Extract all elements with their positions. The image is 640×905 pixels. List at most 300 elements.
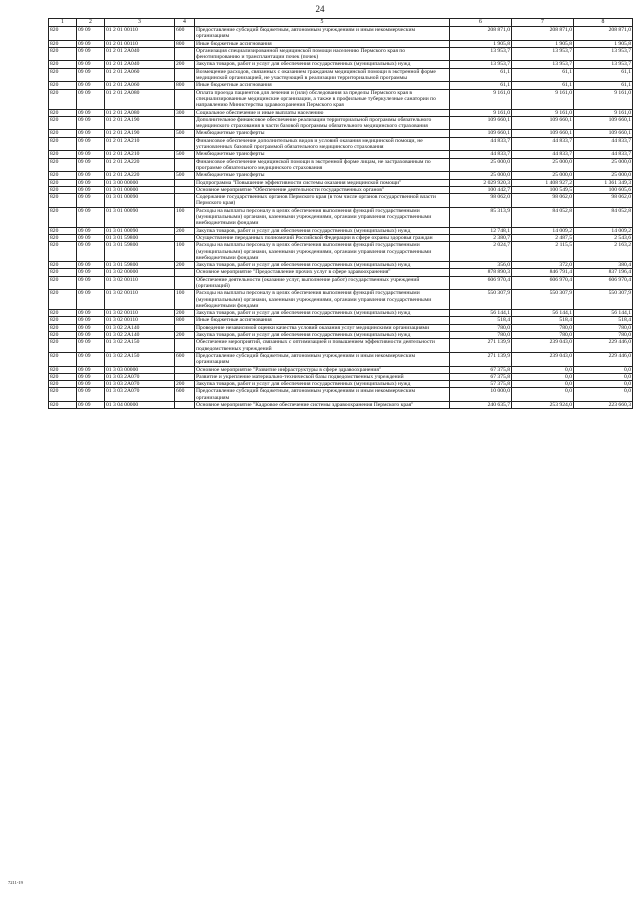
cell-expense-type bbox=[175, 194, 195, 208]
cell-amount-year3: 229 446,0 bbox=[574, 352, 633, 366]
cell-expense-type bbox=[175, 137, 195, 151]
table-row bbox=[49, 332, 633, 339]
cell-section-code: 09 09 bbox=[77, 402, 105, 409]
cell-section-code: 09 09 bbox=[77, 317, 105, 324]
cell-ministry-code: 820 bbox=[49, 194, 77, 208]
table-row bbox=[49, 172, 633, 179]
cell-ministry-code: 820 bbox=[49, 339, 77, 353]
cell-description: Подпрограмма "Повышение эффективности системы оказания медицинской помощи" bbox=[195, 179, 450, 186]
cell-amount-year3: 837 196,4 bbox=[574, 269, 633, 276]
cell-description: Основное мероприятие "Кадровое обеспечение системы здравоохранения Пермского края" bbox=[195, 402, 450, 409]
cell-ministry-code: 820 bbox=[49, 68, 77, 82]
cell-amount-year1: 56 144,1 bbox=[450, 310, 512, 317]
cell-expense-type: 200 bbox=[175, 332, 195, 339]
cell-target-code: 01 3 02 00110 bbox=[105, 290, 175, 310]
cell-target-code: 01 3 02 2A150 bbox=[105, 352, 175, 366]
column-header: 6 bbox=[450, 19, 512, 27]
cell-description: Развитие и укрепление материально-технической базы подведомственных учреждений bbox=[195, 373, 450, 380]
cell-section-code: 09 09 bbox=[77, 339, 105, 353]
cell-amount-year1: 271 139,9 bbox=[450, 352, 512, 366]
cell-section-code: 09 09 bbox=[77, 158, 105, 172]
cell-expense-type bbox=[175, 89, 195, 109]
cell-amount-year3: 44 833,7 bbox=[574, 151, 633, 158]
cell-amount-year2: 13 953,7 bbox=[512, 47, 574, 61]
cell-ministry-code: 820 bbox=[49, 388, 77, 402]
cell-amount-year3: 2 543,6 bbox=[574, 234, 633, 241]
cell-section-code: 09 09 bbox=[77, 61, 105, 68]
cell-section-code: 09 09 bbox=[77, 40, 105, 47]
cell-amount-year2: 100 549,5 bbox=[512, 186, 574, 193]
cell-description: Предоставление субсидий бюджетным, автономным учреждениям и иным некоммерческим организациям bbox=[195, 27, 450, 41]
cell-amount-year3: 109 660,1 bbox=[574, 130, 633, 137]
cell-amount-year1: 109 660,1 bbox=[450, 130, 512, 137]
cell-amount-year2: 846 791,4 bbox=[512, 269, 574, 276]
cell-amount-year1: 550 307,9 bbox=[450, 290, 512, 310]
cell-amount-year2: 239 043,0 bbox=[512, 352, 574, 366]
cell-expense-type: 200 bbox=[175, 381, 195, 388]
cell-target-code: 01 3 02 00110 bbox=[105, 276, 175, 290]
cell-amount-year2: 61,1 bbox=[512, 82, 574, 89]
cell-description: Основное мероприятие "Обеспечение деятельности государственных органов" bbox=[195, 186, 450, 193]
header-row bbox=[49, 19, 633, 27]
cell-expense-type bbox=[175, 179, 195, 186]
cell-amount-year3: 14 009,2 bbox=[574, 227, 633, 234]
cell-target-code: 01 3 02 2A150 bbox=[105, 339, 175, 353]
cell-expense-type bbox=[175, 324, 195, 331]
cell-amount-year3: 229 446,0 bbox=[574, 339, 633, 353]
cell-amount-year3: 0,0 bbox=[574, 366, 633, 373]
cell-ministry-code: 820 bbox=[49, 227, 77, 234]
cell-amount-year1: 2 024,7 bbox=[450, 242, 512, 262]
cell-amount-year3: 1 905,8 bbox=[574, 40, 633, 47]
cell-section-code: 09 09 bbox=[77, 109, 105, 116]
cell-ministry-code: 820 bbox=[49, 276, 77, 290]
cell-description: Расходы на выплаты персоналу в целях обеспечения выполнения функций государственными (муниципальными) органами, казенными учреждениями, органами управления государственными внебюджетными фондами bbox=[195, 290, 450, 310]
cell-expense-type: 100 bbox=[175, 207, 195, 227]
cell-amount-year2: 253 924,0 bbox=[512, 402, 574, 409]
table-row bbox=[49, 109, 633, 116]
cell-ministry-code: 820 bbox=[49, 89, 77, 109]
cell-amount-year3: 9 161,0 bbox=[574, 109, 633, 116]
cell-description: Межбюджетные трансферты bbox=[195, 172, 450, 179]
cell-description: Закупка товаров, работ и услуг для обеспечения государственных (муниципальных) нужд bbox=[195, 227, 450, 234]
cell-description: Закупка товаров, работ и услуг для обеспечения государственных (муниципальных) нужд bbox=[195, 262, 450, 269]
cell-amount-year2: 109 660,1 bbox=[512, 116, 574, 130]
cell-amount-year1: 9 161,0 bbox=[450, 89, 512, 109]
cell-target-code: 01 3 02 00000 bbox=[105, 269, 175, 276]
cell-section-code: 09 09 bbox=[77, 27, 105, 41]
cell-target-code: 01 3 02 00110 bbox=[105, 310, 175, 317]
cell-description: Проведение независимой оценки качества условий оказания услуг медицинскими организациями bbox=[195, 324, 450, 331]
cell-amount-year3: 13 953,7 bbox=[574, 47, 633, 61]
cell-amount-year1: 606 970,4 bbox=[450, 276, 512, 290]
table-row bbox=[49, 207, 633, 227]
cell-amount-year2: 780,0 bbox=[512, 324, 574, 331]
cell-amount-year1: 240 635,7 bbox=[450, 402, 512, 409]
cell-amount-year1: 780,0 bbox=[450, 332, 512, 339]
cell-amount-year3: 780,0 bbox=[574, 332, 633, 339]
cell-amount-year2: 0,0 bbox=[512, 381, 574, 388]
cell-amount-year3: 84 052,8 bbox=[574, 207, 633, 227]
cell-section-code: 09 09 bbox=[77, 179, 105, 186]
cell-expense-type: 800 bbox=[175, 317, 195, 324]
table-row bbox=[49, 194, 633, 208]
cell-description: Закупка товаров, работ и услуг для обеспечения государственных (муниципальных) нужд bbox=[195, 332, 450, 339]
cell-target-code: 01 2 01 2A190 bbox=[105, 130, 175, 137]
cell-amount-year1: 109 660,1 bbox=[450, 116, 512, 130]
table-row bbox=[49, 82, 633, 89]
cell-expense-type bbox=[175, 269, 195, 276]
cell-amount-year1: 98 062,0 bbox=[450, 194, 512, 208]
cell-target-code: 01 2 01 2A060 bbox=[105, 68, 175, 82]
cell-section-code: 09 09 bbox=[77, 290, 105, 310]
cell-amount-year3: 25 000,0 bbox=[574, 172, 633, 179]
cell-description: Предоставление субсидий бюджетным, автономным учреждениям и иным некоммерческим организациям bbox=[195, 388, 450, 402]
cell-ministry-code: 820 bbox=[49, 109, 77, 116]
cell-amount-year3: 380,4 bbox=[574, 262, 633, 269]
cell-amount-year2: 0,0 bbox=[512, 388, 574, 402]
cell-expense-type: 100 bbox=[175, 290, 195, 310]
cell-amount-year1: 25 000,0 bbox=[450, 172, 512, 179]
cell-amount-year1: 85 313,9 bbox=[450, 207, 512, 227]
column-header: 8 bbox=[574, 19, 633, 27]
cell-amount-year1: 10 000,0 bbox=[450, 388, 512, 402]
cell-amount-year3: 61,1 bbox=[574, 68, 633, 82]
column-header: 4 bbox=[175, 19, 195, 27]
cell-amount-year2: 0,0 bbox=[512, 373, 574, 380]
column-header: 2 bbox=[77, 19, 105, 27]
cell-ministry-code: 820 bbox=[49, 373, 77, 380]
cell-description: Межбюджетные трансферты bbox=[195, 151, 450, 158]
cell-amount-year3: 0,0 bbox=[574, 381, 633, 388]
cell-amount-year3: 1 361 349,3 bbox=[574, 179, 633, 186]
cell-ministry-code: 820 bbox=[49, 290, 77, 310]
cell-amount-year1: 44 833,7 bbox=[450, 137, 512, 151]
table-row bbox=[49, 373, 633, 380]
cell-expense-type: 300 bbox=[175, 109, 195, 116]
cell-description: Возмещение расходов, связанных с оказанием гражданам медицинской помощи в экстренной форме медицинской организацией, не участвующей в реализации территориальной программы bbox=[195, 68, 450, 82]
cell-amount-year2: 1 905,8 bbox=[512, 40, 574, 47]
cell-target-code: 01 3 02 2A140 bbox=[105, 324, 175, 331]
cell-amount-year2: 98 062,0 bbox=[512, 194, 574, 208]
cell-target-code: 01 3 03 00000 bbox=[105, 366, 175, 373]
cell-amount-year1: 67 375,8 bbox=[450, 366, 512, 373]
cell-target-code: 01 3 02 00110 bbox=[105, 317, 175, 324]
cell-expense-type: 200 bbox=[175, 310, 195, 317]
cell-amount-year3: 109 660,1 bbox=[574, 116, 633, 130]
cell-ministry-code: 820 bbox=[49, 151, 77, 158]
cell-target-code: 01 2 01 2A190 bbox=[105, 116, 175, 130]
cell-target-code: 01 2 01 2A220 bbox=[105, 158, 175, 172]
cell-ministry-code: 820 bbox=[49, 47, 77, 61]
cell-amount-year3: 25 000,0 bbox=[574, 158, 633, 172]
cell-section-code: 09 09 bbox=[77, 324, 105, 331]
cell-target-code: 01 2 01 2A040 bbox=[105, 47, 175, 61]
cell-target-code: 01 3 03 2A070 bbox=[105, 381, 175, 388]
table-row bbox=[49, 47, 633, 61]
cell-ministry-code: 820 bbox=[49, 82, 77, 89]
table-row bbox=[49, 276, 633, 290]
column-header: 3 bbox=[105, 19, 175, 27]
cell-section-code: 09 09 bbox=[77, 388, 105, 402]
cell-section-code: 09 09 bbox=[77, 262, 105, 269]
cell-amount-year1: 61,1 bbox=[450, 82, 512, 89]
cell-description: Расходы на выплаты персоналу в целях обеспечения выполнения функций государственными (муниципальными) органами, казенными учреждениями, органами управления государственными внебюджетными фондами bbox=[195, 207, 450, 227]
column-header: 1 bbox=[49, 19, 77, 27]
cell-section-code: 09 09 bbox=[77, 186, 105, 193]
cell-ministry-code: 820 bbox=[49, 366, 77, 373]
cell-ministry-code: 820 bbox=[49, 116, 77, 130]
cell-amount-year3: 780,0 bbox=[574, 324, 633, 331]
cell-description: Финансовое обеспечение дополнительных видов и условий оказания медицинской помощи, не установленных базовой программой обязательного медицинского страхования bbox=[195, 137, 450, 151]
table-body bbox=[49, 27, 633, 409]
table-row bbox=[49, 352, 633, 366]
footer-code: 7211-19 bbox=[8, 880, 23, 885]
column-header: 7 bbox=[512, 19, 574, 27]
table-row bbox=[49, 262, 633, 269]
cell-expense-type: 500 bbox=[175, 151, 195, 158]
cell-description: Оплата проезда пациентов для лечения и (или) обследования за пределы Пермского края в специализированные медицинские организации, а также в профильные туберкулезные санатории по направлению Министерства здравоохранения Пермского края bbox=[195, 89, 450, 109]
table-row bbox=[49, 339, 633, 353]
cell-amount-year2: 550 307,9 bbox=[512, 290, 574, 310]
cell-section-code: 09 09 bbox=[77, 332, 105, 339]
cell-ministry-code: 820 bbox=[49, 332, 77, 339]
cell-expense-type: 200 bbox=[175, 61, 195, 68]
cell-amount-year2: 2 487,5 bbox=[512, 234, 574, 241]
cell-amount-year3: 606 970,4 bbox=[574, 276, 633, 290]
cell-expense-type: 200 bbox=[175, 227, 195, 234]
cell-amount-year1: 1 905,8 bbox=[450, 40, 512, 47]
cell-target-code: 01 2 01 2A080 bbox=[105, 89, 175, 109]
table-row bbox=[49, 234, 633, 241]
cell-expense-type bbox=[175, 339, 195, 353]
cell-ministry-code: 820 bbox=[49, 381, 77, 388]
cell-section-code: 09 09 bbox=[77, 381, 105, 388]
cell-expense-type bbox=[175, 373, 195, 380]
cell-section-code: 09 09 bbox=[77, 172, 105, 179]
cell-target-code: 01 2 01 2A040 bbox=[105, 61, 175, 68]
cell-amount-year1: 878 890,3 bbox=[450, 269, 512, 276]
cell-ministry-code: 820 bbox=[49, 158, 77, 172]
cell-expense-type: 200 bbox=[175, 262, 195, 269]
cell-amount-year3: 2 163,2 bbox=[574, 242, 633, 262]
cell-amount-year3: 0,0 bbox=[574, 388, 633, 402]
cell-description: Межбюджетные трансферты bbox=[195, 130, 450, 137]
cell-amount-year2: 61,1 bbox=[512, 68, 574, 82]
cell-expense-type bbox=[175, 47, 195, 61]
cell-ministry-code: 820 bbox=[49, 137, 77, 151]
cell-amount-year3: 44 833,7 bbox=[574, 137, 633, 151]
cell-expense-type: 800 bbox=[175, 82, 195, 89]
cell-description: Предоставление субсидий бюджетным, автономным учреждениям и иным некоммерческим организациям bbox=[195, 352, 450, 366]
cell-description: Обеспечение мероприятий, связанных с оптимизацией и повышением эффективности деятельности подведомственных учреждений bbox=[195, 339, 450, 353]
cell-expense-type: 500 bbox=[175, 130, 195, 137]
cell-amount-year3: 223 660,3 bbox=[574, 402, 633, 409]
cell-amount-year2: 606 970,4 bbox=[512, 276, 574, 290]
table-row bbox=[49, 227, 633, 234]
cell-amount-year2: 1 408 927,2 bbox=[512, 179, 574, 186]
cell-amount-year3: 56 144,1 bbox=[574, 310, 633, 317]
cell-amount-year1: 100 442,7 bbox=[450, 186, 512, 193]
table-row bbox=[49, 186, 633, 193]
cell-amount-year3: 61,1 bbox=[574, 82, 633, 89]
cell-amount-year1: 12 748,1 bbox=[450, 227, 512, 234]
cell-ministry-code: 820 bbox=[49, 61, 77, 68]
cell-target-code: 01 3 01 00000 bbox=[105, 186, 175, 193]
table-row bbox=[49, 366, 633, 373]
table-row bbox=[49, 130, 633, 137]
cell-amount-year2: 14 009,2 bbox=[512, 227, 574, 234]
cell-expense-type: 100 bbox=[175, 242, 195, 262]
cell-section-code: 09 09 bbox=[77, 68, 105, 82]
cell-target-code: 01 2 01 2A220 bbox=[105, 172, 175, 179]
cell-amount-year2: 0,0 bbox=[512, 366, 574, 373]
cell-section-code: 09 09 bbox=[77, 310, 105, 317]
cell-expense-type bbox=[175, 276, 195, 290]
cell-amount-year1: 13 953,7 bbox=[450, 61, 512, 68]
cell-description: Организация специализированной медицинской помощи населению Пермского края по фенотипированию и трансплантации почек (почек) bbox=[195, 47, 450, 61]
cell-amount-year1: 518,4 bbox=[450, 317, 512, 324]
table-row bbox=[49, 310, 633, 317]
table-row bbox=[49, 402, 633, 409]
cell-section-code: 09 09 bbox=[77, 366, 105, 373]
budget-table bbox=[48, 18, 633, 409]
cell-amount-year3: 100 605,6 bbox=[574, 186, 633, 193]
cell-description: Закупка товаров, работ и услуг для обеспечения государственных (муниципальных) нужд bbox=[195, 310, 450, 317]
cell-amount-year2: 518,4 bbox=[512, 317, 574, 324]
cell-expense-type: 600 bbox=[175, 388, 195, 402]
cell-target-code: 01 2 01 2A210 bbox=[105, 137, 175, 151]
table-row bbox=[49, 89, 633, 109]
cell-target-code: 01 3 02 2A140 bbox=[105, 332, 175, 339]
cell-section-code: 09 09 bbox=[77, 227, 105, 234]
cell-description: Иные бюджетные ассигнования bbox=[195, 317, 450, 324]
cell-amount-year1: 9 161,0 bbox=[450, 109, 512, 116]
cell-target-code: 01 3 01 00090 bbox=[105, 207, 175, 227]
cell-section-code: 09 09 bbox=[77, 194, 105, 208]
table-row bbox=[49, 137, 633, 151]
cell-ministry-code: 820 bbox=[49, 179, 77, 186]
cell-amount-year1: 780,0 bbox=[450, 324, 512, 331]
cell-amount-year3: 98 062,0 bbox=[574, 194, 633, 208]
cell-target-code: 01 2 01 2A210 bbox=[105, 151, 175, 158]
cell-amount-year2: 109 660,1 bbox=[512, 130, 574, 137]
cell-section-code: 09 09 bbox=[77, 242, 105, 262]
cell-section-code: 09 09 bbox=[77, 130, 105, 137]
cell-amount-year2: 239 043,0 bbox=[512, 339, 574, 353]
cell-amount-year1: 13 953,7 bbox=[450, 47, 512, 61]
table-row bbox=[49, 179, 633, 186]
cell-expense-type: 800 bbox=[175, 40, 195, 47]
cell-amount-year2: 56 144,1 bbox=[512, 310, 574, 317]
cell-target-code: 01 3 00 00000 bbox=[105, 179, 175, 186]
page-number: 24 bbox=[315, 4, 325, 14]
cell-ministry-code: 820 bbox=[49, 324, 77, 331]
cell-amount-year3: 0,0 bbox=[574, 373, 633, 380]
cell-expense-type: 600 bbox=[175, 352, 195, 366]
cell-section-code: 09 09 bbox=[77, 269, 105, 276]
cell-amount-year1: 61,1 bbox=[450, 68, 512, 82]
cell-expense-type bbox=[175, 186, 195, 193]
cell-description: Иные бюджетные ассигнования bbox=[195, 82, 450, 89]
cell-target-code: 01 3 01 59800 bbox=[105, 234, 175, 241]
cell-section-code: 09 09 bbox=[77, 352, 105, 366]
cell-amount-year1: 356,0 bbox=[450, 262, 512, 269]
cell-target-code: 01 3 01 00090 bbox=[105, 227, 175, 234]
cell-description: Закупка товаров, работ и услуг для обеспечения государственных (муниципальных) нужд bbox=[195, 61, 450, 68]
cell-target-code: 01 3 03 2A070 bbox=[105, 388, 175, 402]
cell-amount-year3: 550 307,9 bbox=[574, 290, 633, 310]
cell-target-code: 01 2 01 2A080 bbox=[105, 109, 175, 116]
cell-target-code: 01 2 01 2A060 bbox=[105, 82, 175, 89]
cell-amount-year1: 67 375,8 bbox=[450, 373, 512, 380]
cell-ministry-code: 820 bbox=[49, 310, 77, 317]
cell-description: Дополнительное финансовое обеспечение реализации территориальной программы обязательного медицинского страхования в части базовой программы обязательного медицинского страхования bbox=[195, 116, 450, 130]
cell-ministry-code: 820 bbox=[49, 130, 77, 137]
cell-expense-type bbox=[175, 116, 195, 130]
cell-expense-type: 600 bbox=[175, 27, 195, 41]
cell-amount-year1: 57 375,8 bbox=[450, 381, 512, 388]
cell-ministry-code: 820 bbox=[49, 207, 77, 227]
cell-section-code: 09 09 bbox=[77, 47, 105, 61]
cell-description: Финансовое обеспечение медицинской помощи в экстренной форме лицам, не застрахованным по программе обязательного медицинского страхования bbox=[195, 158, 450, 172]
table-row bbox=[49, 61, 633, 68]
cell-target-code: 01 2 01 00110 bbox=[105, 40, 175, 47]
cell-description: Осуществление переданных полномочий Российской Федерации в сфере охраны здоровья граждан bbox=[195, 234, 450, 241]
cell-amount-year1: 2 029 920,3 bbox=[450, 179, 512, 186]
cell-description: Расходы на выплаты персоналу в целях обеспечения выполнения функций государственными (муниципальными) органами, казенными учреждениями, органами управления государственными внебюджетными фондами bbox=[195, 242, 450, 262]
cell-description: Основное мероприятие "Предоставление прочих услуг в сфере здравоохранения" bbox=[195, 269, 450, 276]
cell-amount-year1: 208 871,0 bbox=[450, 27, 512, 41]
cell-target-code: 01 3 01 59800 bbox=[105, 242, 175, 262]
cell-ministry-code: 820 bbox=[49, 27, 77, 41]
cell-target-code: 01 2 01 00110 bbox=[105, 27, 175, 41]
cell-amount-year2: 44 833,7 bbox=[512, 137, 574, 151]
cell-ministry-code: 820 bbox=[49, 242, 77, 262]
cell-amount-year2: 13 953,7 bbox=[512, 61, 574, 68]
cell-ministry-code: 820 bbox=[49, 352, 77, 366]
cell-description: Содержание государственных органов Пермского края (в том числе органов государственной власти Пермского края) bbox=[195, 194, 450, 208]
table-row bbox=[49, 290, 633, 310]
cell-ministry-code: 820 bbox=[49, 172, 77, 179]
table-row bbox=[49, 68, 633, 82]
table-row bbox=[49, 40, 633, 47]
cell-section-code: 09 09 bbox=[77, 151, 105, 158]
cell-amount-year2: 372,0 bbox=[512, 262, 574, 269]
table-row bbox=[49, 242, 633, 262]
cell-expense-type: 500 bbox=[175, 172, 195, 179]
cell-target-code: 01 3 03 2A070 bbox=[105, 373, 175, 380]
cell-amount-year2: 9 161,0 bbox=[512, 89, 574, 109]
table-row bbox=[49, 388, 633, 402]
cell-ministry-code: 820 bbox=[49, 402, 77, 409]
cell-amount-year2: 780,0 bbox=[512, 332, 574, 339]
cell-section-code: 09 09 bbox=[77, 373, 105, 380]
cell-ministry-code: 820 bbox=[49, 262, 77, 269]
cell-expense-type bbox=[175, 158, 195, 172]
cell-target-code: 01 3 04 00000 bbox=[105, 402, 175, 409]
cell-description: Обеспечение деятельности (оказание услуг, выполнение работ) государственных учреждений (организаций) bbox=[195, 276, 450, 290]
cell-section-code: 09 09 bbox=[77, 82, 105, 89]
cell-section-code: 09 09 bbox=[77, 207, 105, 227]
table-row bbox=[49, 27, 633, 41]
cell-target-code: 01 3 01 59800 bbox=[105, 262, 175, 269]
table-row bbox=[49, 151, 633, 158]
cell-section-code: 09 09 bbox=[77, 116, 105, 130]
cell-amount-year2: 84 052,8 bbox=[512, 207, 574, 227]
table-row bbox=[49, 317, 633, 324]
cell-description: Социальное обеспечение и иные выплаты населению bbox=[195, 109, 450, 116]
